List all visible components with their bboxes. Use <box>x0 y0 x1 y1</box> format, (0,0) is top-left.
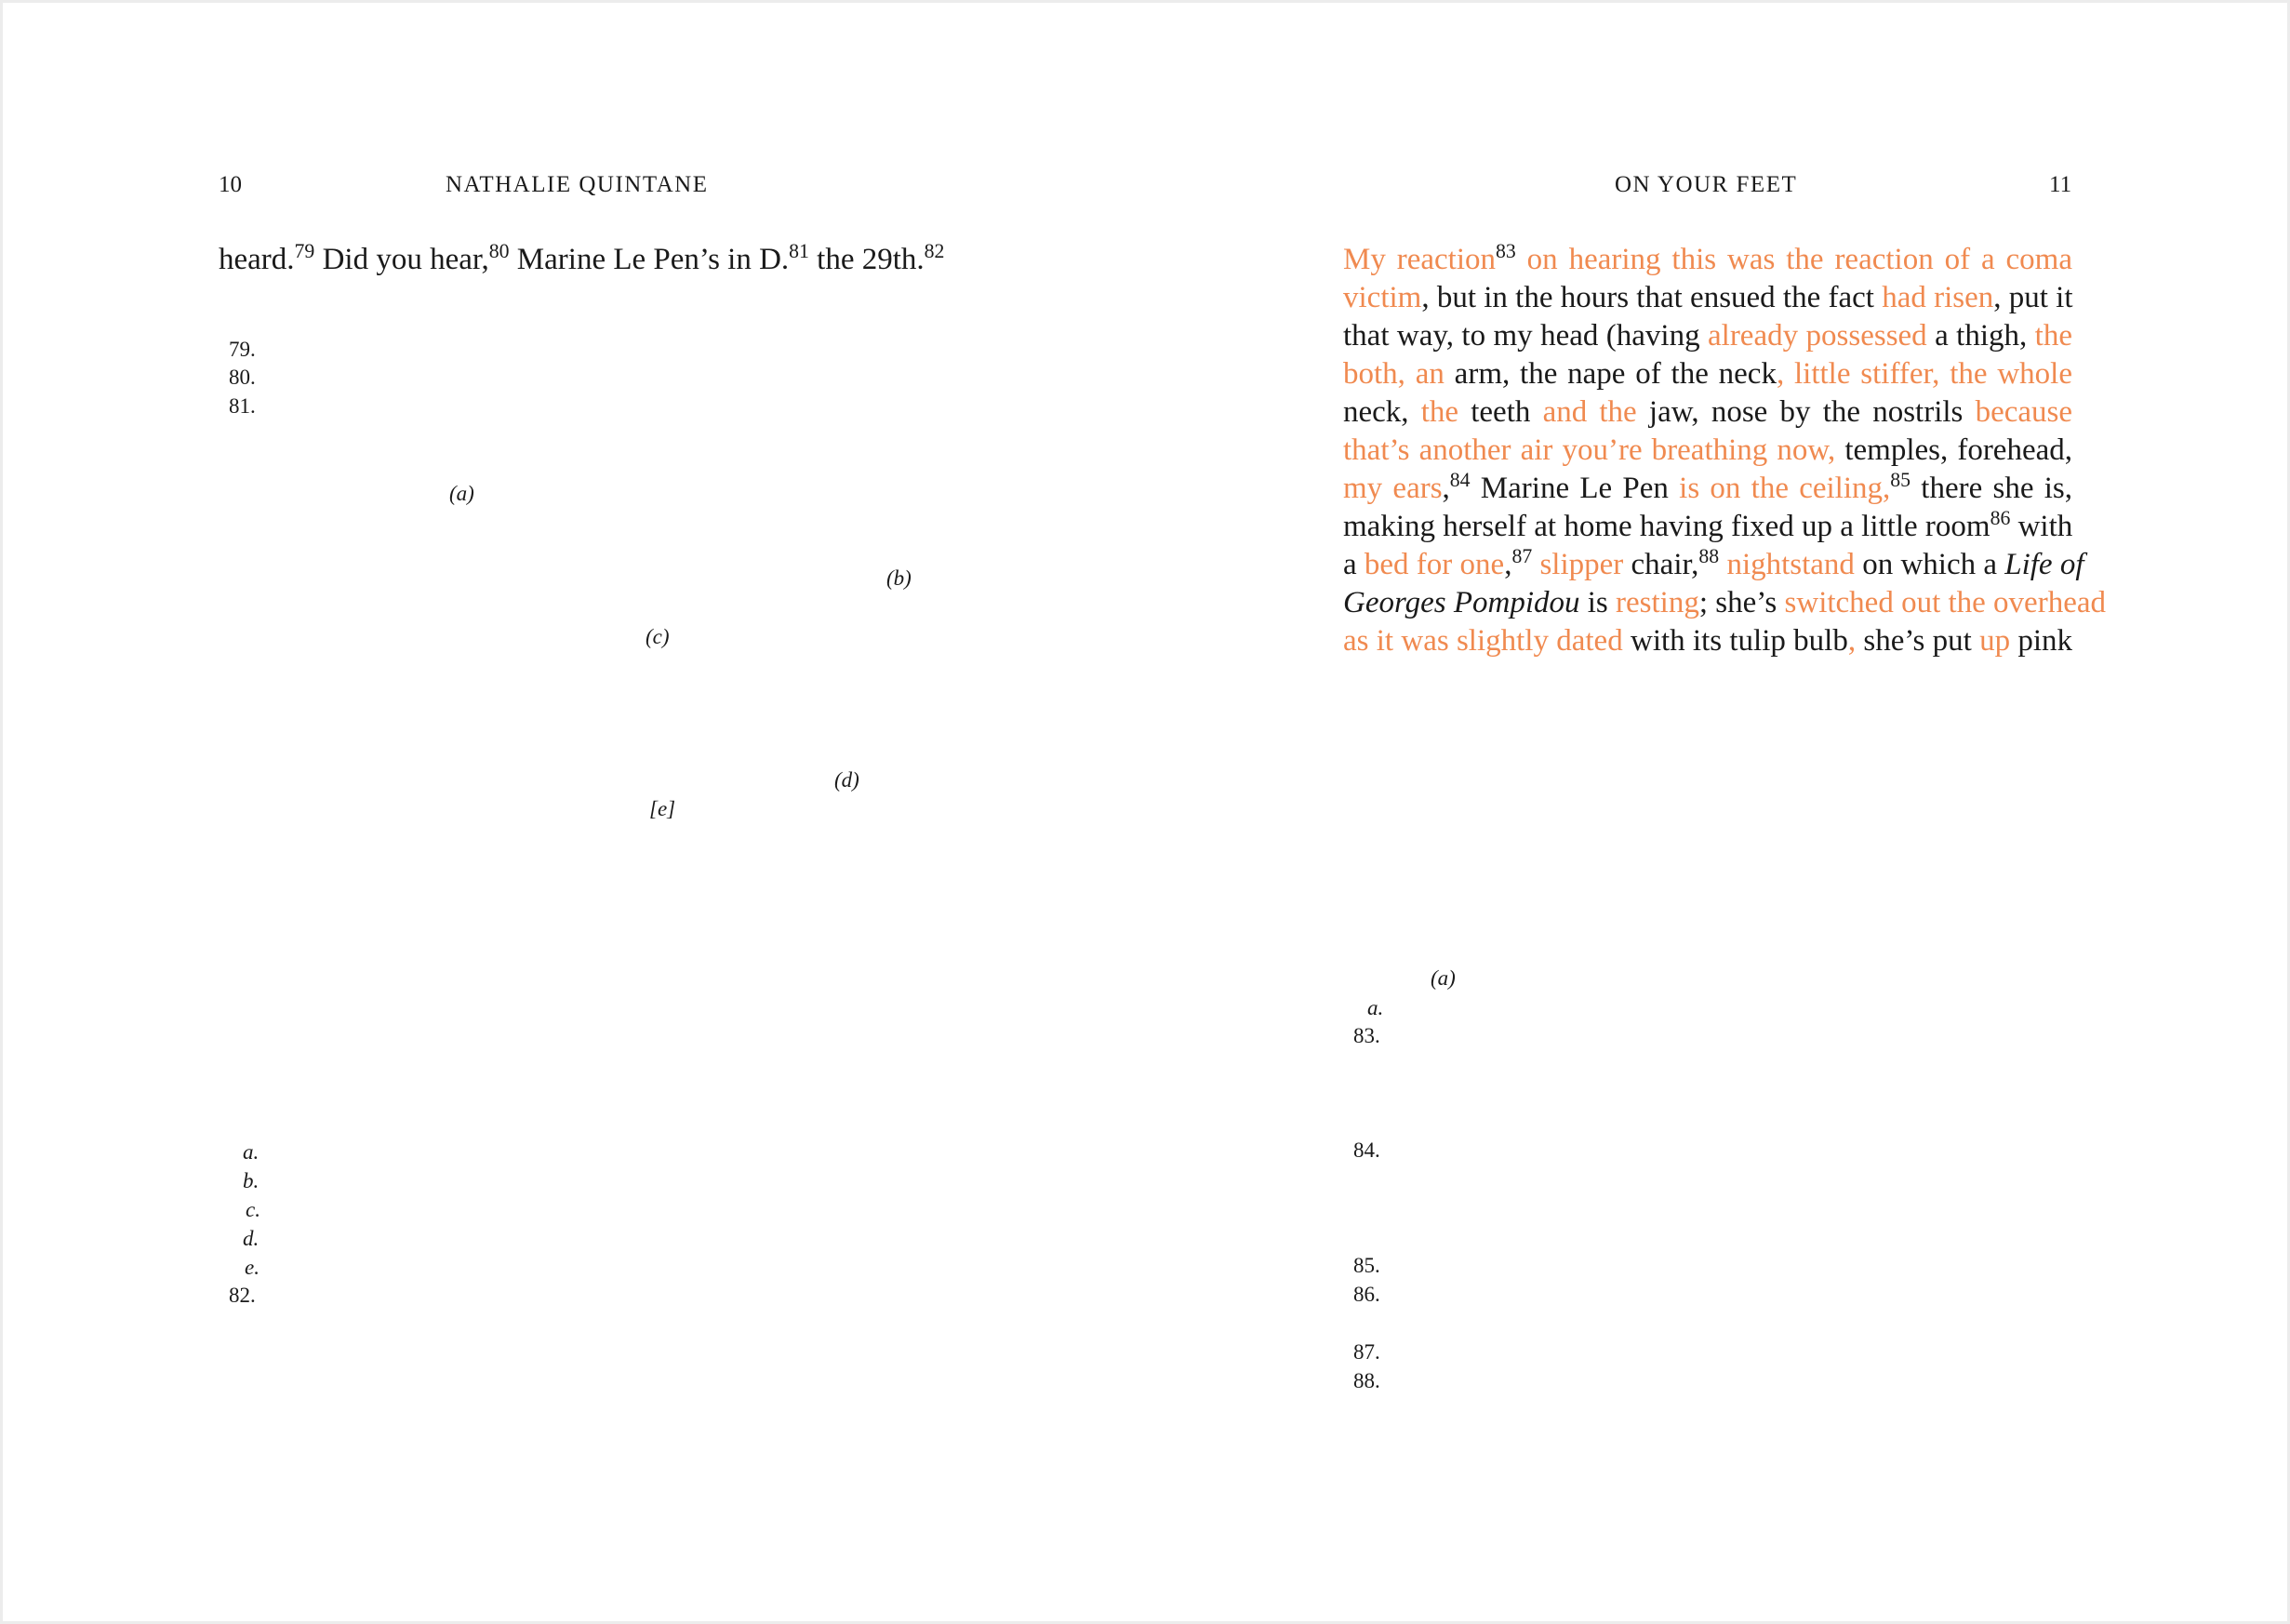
footnote-number: 88. <box>1353 1369 1380 1392</box>
text-span: making herself at home having fixed up a little room <box>1343 510 1990 543</box>
text-span: , <box>1504 548 1512 581</box>
text-span: a thigh, <box>1926 319 2035 353</box>
note-marker: (a) <box>449 482 474 505</box>
note-marker: [e] <box>649 797 676 820</box>
text-word: the 29th. <box>808 243 925 276</box>
footnote-ref: 81 <box>789 240 809 263</box>
footnote-number: 87. <box>1353 1340 1380 1364</box>
text-word: Did you hear, <box>314 243 489 276</box>
text-span: jaw, nose by the nostrils <box>1636 395 1976 429</box>
highlight-span: up <box>1979 624 2011 658</box>
left-page-number: 10 <box>219 172 242 197</box>
highlight-span: and the <box>1542 395 1637 429</box>
text-line <box>1343 622 2072 660</box>
highlight-span: the <box>2034 319 2072 353</box>
highlight-span: victim <box>1343 281 1422 314</box>
highlight-span: resting <box>1616 586 1699 619</box>
book-title: Georges Pompidou <box>1343 586 1580 619</box>
footnote-number: 81. <box>229 394 256 418</box>
text-span: , put it <box>1993 281 2073 314</box>
text-span: arm, the nape of the neck <box>1444 357 1777 391</box>
text-span: teeth <box>1458 395 1543 429</box>
highlight-span: is on the ceiling, <box>1679 472 1891 505</box>
text-span: a <box>1343 548 1365 581</box>
text-line <box>1343 393 2072 432</box>
book-spread <box>3 3 2287 1621</box>
text-span: that way, to my head (having <box>1343 319 1708 353</box>
text-line <box>1343 470 2072 508</box>
highlight-span: on hearing this was the reaction of a coma <box>1515 243 2072 276</box>
highlight-span: because <box>1975 395 2072 429</box>
subnote-label: e. <box>245 1256 260 1279</box>
text-span: on which a <box>1854 548 2005 581</box>
footnote-number: 82. <box>229 1284 256 1307</box>
note-marker: (d) <box>834 768 859 792</box>
highlight-span: nightstand <box>1726 548 1855 581</box>
right-running-head: ON YOUR FEET <box>1615 172 1798 197</box>
right-page-number: 11 <box>2049 172 2072 197</box>
highlight-span: slipper <box>1539 548 1624 581</box>
note-marker: (b) <box>886 566 912 590</box>
text-line <box>1343 355 2072 393</box>
text-span: temples, forehead, <box>1835 433 2073 467</box>
footnote-ref: 83 <box>1496 240 1516 263</box>
footnote-number: 86. <box>1353 1283 1380 1306</box>
footnote-ref: 87 <box>1511 545 1533 568</box>
text-span: pink <box>2010 624 2073 658</box>
footnote-number: 84. <box>1353 1138 1380 1162</box>
text-line <box>1343 584 2106 622</box>
highlight-span: already possessed <box>1708 319 1927 353</box>
highlight-span: the <box>1420 395 1459 429</box>
highlight-span: had risen <box>1882 281 1994 314</box>
footnote-number: 80. <box>229 366 256 389</box>
text-span: there she is, <box>1911 472 2072 505</box>
text-span: , but in the hours that ensued the fact <box>1421 281 1883 314</box>
subnote-label: d. <box>243 1227 260 1250</box>
text-line <box>1343 432 2072 470</box>
text-line <box>1343 508 2072 546</box>
highlight-span: switched out the overhead <box>1784 586 2106 619</box>
text-span: is <box>1579 586 1617 619</box>
book-title: Life of <box>2004 548 2084 581</box>
left-body-text <box>219 241 944 279</box>
text-span: with <box>2010 510 2073 543</box>
highlight-span: that’s another air you’re breathing now, <box>1343 433 1836 467</box>
text-line <box>1343 279 2072 317</box>
text-span: she’s put <box>1856 624 1980 658</box>
text-line <box>1343 317 2072 355</box>
footnote-ref: 88 <box>1698 545 1720 568</box>
footnote-ref: 85 <box>1890 469 1911 492</box>
footnote-ref: 80 <box>488 240 510 263</box>
text-span: chair, <box>1623 548 1699 581</box>
highlight-span: my ears <box>1343 472 1443 505</box>
note-marker: (a) <box>1431 966 1456 990</box>
subnote-label: a. <box>243 1140 260 1164</box>
footnote-number: 85. <box>1353 1254 1380 1277</box>
text-word: heard. <box>219 243 295 276</box>
text-line <box>1343 241 2072 279</box>
highlight-span: , little stiffer, the whole <box>1776 357 2072 391</box>
text-span: Marine Le Pen <box>1470 472 1680 505</box>
highlight-span: , <box>1847 624 1857 658</box>
text-word: Marine Le Pen’s in D. <box>509 243 790 276</box>
subnote-label: a. <box>1367 996 1384 1019</box>
text-span: neck, <box>1343 395 1421 429</box>
highlight-span: bed for one <box>1364 548 1505 581</box>
text-span: ; she’s <box>1698 586 1785 619</box>
highlight-span: as it was slightly dated <box>1343 624 1623 658</box>
text-span: with its tulip bulb <box>1622 624 1848 658</box>
subnote-label: c. <box>246 1198 260 1221</box>
footnote-ref: 79 <box>294 240 315 263</box>
right-body-text <box>1343 240 2106 660</box>
text-span: , <box>1442 472 1450 505</box>
footnote-ref: 84 <box>1449 469 1471 492</box>
highlight-span: My reaction <box>1343 243 1497 276</box>
text-line <box>1343 545 2084 584</box>
highlight-span: both, an <box>1343 357 1445 391</box>
left-running-head: NATHALIE QUINTANE <box>446 172 709 197</box>
note-marker: (c) <box>646 625 670 648</box>
footnote-ref: 82 <box>924 240 945 263</box>
footnote-number: 83. <box>1353 1024 1380 1047</box>
subnote-label: b. <box>243 1169 260 1192</box>
footnote-number: 79. <box>229 338 256 361</box>
footnote-ref: 86 <box>1990 507 2011 530</box>
